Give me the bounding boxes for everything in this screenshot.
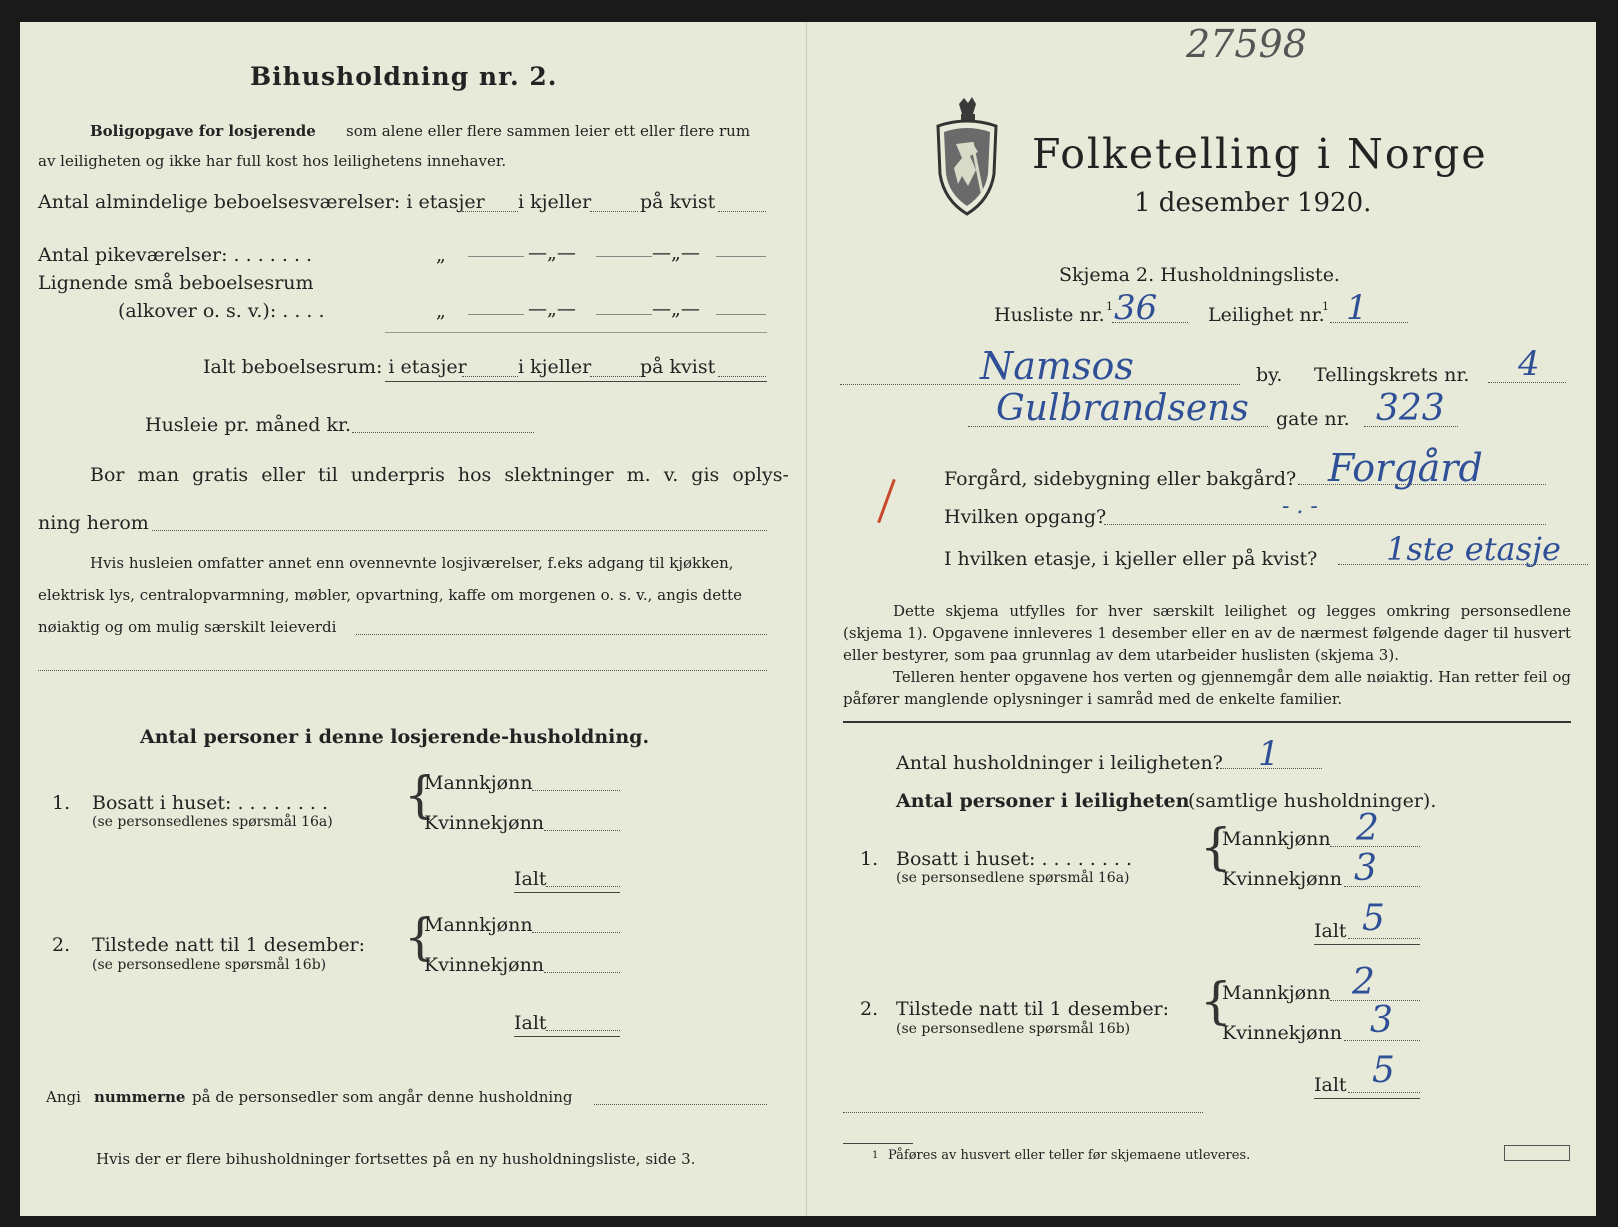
footnote-number: 1 bbox=[872, 1150, 879, 1161]
angi-line[interactable] bbox=[594, 1104, 767, 1105]
leilighet-sup: 1 bbox=[1322, 300, 1329, 313]
husliste-sup: 1 bbox=[1106, 300, 1113, 313]
gate-value[interactable]: Gulbrandsens bbox=[996, 388, 1249, 429]
husholdninger-line bbox=[1220, 768, 1322, 769]
gate-nr-line bbox=[1364, 426, 1458, 427]
husholdninger-label: Antal husholdninger i leiligheten? bbox=[896, 752, 1223, 774]
note-line-3: nøiaktig og om mulig særskilt leieverdi bbox=[38, 618, 337, 636]
lignende-ditto-2: —„— bbox=[528, 298, 576, 320]
printer-stamp bbox=[1504, 1145, 1570, 1161]
rooms-etasjer-line[interactable] bbox=[462, 211, 518, 212]
archive-number: 27598 bbox=[1186, 22, 1307, 66]
angi-post: på de personsedler som angår denne husholdning bbox=[192, 1088, 573, 1106]
left-q1-num: 1. bbox=[52, 792, 71, 814]
left-q1-ialt-label: Ialt bbox=[514, 868, 547, 890]
opgang-label: Hvilken opgang? bbox=[944, 506, 1107, 528]
by-line bbox=[840, 384, 1240, 385]
rooms-kvist-label: på kvist bbox=[640, 191, 716, 213]
pike-ditto-3: —„— bbox=[652, 242, 700, 264]
left-q1-mann-line[interactable] bbox=[532, 790, 620, 791]
right-q1-ialt-label: Ialt bbox=[1314, 920, 1347, 942]
right-q1-ialt-line bbox=[1348, 938, 1420, 939]
lignende-line-2[interactable] bbox=[596, 314, 652, 315]
ialt-kvist-line[interactable] bbox=[718, 376, 766, 377]
husliste-value[interactable]: 36 bbox=[1114, 288, 1158, 328]
pike-label: Antal pikeværelser: . . . . . . . bbox=[38, 244, 313, 266]
by-value[interactable]: Namsos bbox=[980, 344, 1134, 388]
left-q2-brace: { bbox=[404, 908, 436, 966]
right-persons-heading-bold: Antal personer i leiligheten bbox=[896, 790, 1190, 812]
rooms-kjeller-line[interactable] bbox=[590, 211, 638, 212]
leilighet-value[interactable]: 1 bbox=[1346, 288, 1368, 328]
right-q2-ialt-value[interactable]: 5 bbox=[1372, 1050, 1395, 1091]
left-title: Bihusholdning nr. 2. bbox=[250, 62, 558, 91]
gratis-line-1: Bor man gratis eller til underpris hos slektninger m. v. gis oplys- bbox=[90, 464, 789, 486]
left-q1-ialt-line[interactable] bbox=[546, 886, 620, 887]
leieverdi-line[interactable] bbox=[356, 634, 767, 635]
left-q2-kvinne-label: Kvinnekjønn bbox=[424, 954, 545, 976]
etasje-value[interactable]: 1ste etasje bbox=[1386, 530, 1561, 568]
left-q2-label: Tilstede natt til 1 desember: bbox=[92, 934, 366, 956]
right-q2-ialt-label: Ialt bbox=[1314, 1074, 1347, 1096]
ialt-kvist-label: på kvist bbox=[640, 356, 716, 378]
right-q2-kvinne-label: Kvinnekjønn bbox=[1222, 1022, 1343, 1044]
ialt-etasjer-line[interactable] bbox=[462, 376, 518, 377]
angi-bold: nummerne bbox=[94, 1088, 186, 1106]
right-q1-brace: { bbox=[1200, 818, 1232, 876]
ialt-kjeller-line[interactable] bbox=[590, 376, 640, 377]
left-q2-mann-label: Mannkjønn bbox=[424, 914, 533, 936]
etasje-line bbox=[1338, 564, 1588, 565]
right-q1-ialt-value[interactable]: 5 bbox=[1362, 898, 1385, 939]
angi-pre: Angi bbox=[46, 1088, 81, 1106]
lignende-label-2: (alkover o. s. v.): . . . . bbox=[118, 300, 325, 322]
left-q2-num: 2. bbox=[52, 934, 71, 956]
pike-ditto-2: —„— bbox=[528, 242, 576, 264]
rooms-sum-rule bbox=[385, 332, 767, 333]
tellingskrets-label: Tellingskrets nr. bbox=[1314, 364, 1470, 386]
lignende-line-1[interactable] bbox=[468, 314, 524, 315]
instructions-1: Dette skjema utfylles for hver særskilt leilighet og legges omkring personsedlene (skjema 1). Opgavene innleveres 1 desember eller en av de nærmest følgende dager til husvert eller bestyrer, som paa grunnlag av dem utarbeider huslisten (skjema 3). bbox=[843, 602, 1571, 664]
intro-bold: Boligopgave for losjerende bbox=[90, 122, 316, 140]
left-persons-heading: Antal personer i denne losjerende-husholdning. bbox=[140, 726, 650, 748]
left-q1-label: Bosatt i huset: . . . . . . . . bbox=[92, 792, 329, 814]
husleie-line[interactable] bbox=[352, 432, 534, 433]
footnote-text: Påføres av husvert eller teller før skjemaene utleveres. bbox=[888, 1148, 1251, 1163]
rooms-kjeller-label: i kjeller bbox=[518, 191, 592, 213]
leilighet-line bbox=[1330, 322, 1408, 323]
right-q1-kvinne-label: Kvinnekjønn bbox=[1222, 868, 1343, 890]
right-q1-kvinne-line bbox=[1344, 886, 1420, 887]
right-q2-ialt-line bbox=[1348, 1092, 1420, 1093]
left-q1-kvinne-line[interactable] bbox=[544, 830, 620, 831]
left-q2-kvinne-line[interactable] bbox=[544, 972, 620, 973]
left-q2-mann-line[interactable] bbox=[532, 932, 620, 933]
right-q1-kvinne-value[interactable]: 3 bbox=[1354, 848, 1377, 889]
left-q2-ialt-underline bbox=[514, 1036, 620, 1037]
footnote-rule bbox=[843, 1143, 913, 1144]
gratis-line-2: ning herom bbox=[38, 512, 149, 534]
lignende-ditto-1: „ bbox=[436, 300, 446, 322]
right-q2-mann-value[interactable]: 2 bbox=[1352, 962, 1375, 1003]
left-q2-ialt-line[interactable] bbox=[546, 1030, 620, 1031]
right-divider bbox=[843, 721, 1571, 723]
right-q2-num: 2. bbox=[860, 998, 879, 1020]
opgang-line bbox=[1104, 524, 1546, 525]
lignende-ditto-3: —„— bbox=[652, 298, 700, 320]
note-extra-line[interactable] bbox=[38, 670, 767, 671]
right-q2-mann-label: Mannkjønn bbox=[1222, 982, 1331, 1004]
intro-rest: som alene eller flere sammen leier ett eller flere rum bbox=[346, 122, 751, 140]
ialt-underline bbox=[385, 381, 767, 382]
husliste-label: Husliste nr. bbox=[994, 304, 1105, 326]
right-q1-mann-label: Mannkjønn bbox=[1222, 828, 1331, 850]
rooms-kvist-line[interactable] bbox=[718, 211, 766, 212]
note-line-1: Hvis husleien omfatter annet enn ovennevnte losjiværelser, f.eks adgang til kjøkken, bbox=[90, 554, 734, 572]
pike-line-1[interactable] bbox=[468, 256, 524, 257]
husliste-line bbox=[1112, 322, 1188, 323]
gratis-line[interactable] bbox=[152, 530, 767, 531]
lignende-line-3[interactable] bbox=[716, 314, 766, 315]
gate-nr-value[interactable]: 323 bbox=[1376, 388, 1445, 429]
left-q2-ialt-label: Ialt bbox=[514, 1012, 547, 1034]
right-q2-kvinne-line bbox=[1344, 1040, 1420, 1041]
forgaard-line bbox=[1298, 484, 1546, 485]
left-q1-mann-label: Mannkjønn bbox=[424, 772, 533, 794]
forgaard-value[interactable]: Forgård bbox=[1328, 446, 1483, 490]
right-q1-label: Bosatt i huset: . . . . . . . . bbox=[896, 848, 1133, 870]
gate-line bbox=[968, 426, 1268, 427]
left-footer: Hvis der er flere bihusholdninger fortsettes på en ny husholdningsliste, side 3. bbox=[96, 1150, 696, 1168]
right-q2-sub: (se personsedlene spørsmål 16b) bbox=[896, 1021, 1131, 1037]
left-q2-sub: (se personsedlene spørsmål 16b) bbox=[92, 957, 327, 973]
right-persons-heading-rest: (samtlige husholdninger). bbox=[1188, 790, 1437, 812]
pike-ditto-1: „ bbox=[436, 244, 446, 266]
tellingskrets-line bbox=[1488, 382, 1566, 383]
right-q1-ialt-underline bbox=[1314, 944, 1420, 945]
right-q1-num: 1. bbox=[860, 848, 879, 870]
etasje-label: I hvilken etasje, i kjeller eller på kvist? bbox=[944, 548, 1318, 570]
right-q2-kvinne-value[interactable]: 3 bbox=[1370, 1000, 1393, 1041]
right-q1-mann-line bbox=[1330, 846, 1420, 847]
ialt-kjeller-label: i kjeller bbox=[518, 356, 592, 378]
by-label: by. bbox=[1256, 364, 1283, 386]
husleie-label: Husleie pr. måned kr. bbox=[145, 414, 352, 436]
forgaard-label: Forgård, sidebygning eller bakgård? bbox=[944, 468, 1297, 490]
ialt-rooms-label: Ialt beboelsesrum: i etasjer bbox=[203, 356, 467, 378]
page-fold bbox=[806, 22, 807, 1216]
right-date: 1 desember 1920. bbox=[1134, 188, 1372, 218]
right-title: Folketelling i Norge bbox=[1032, 130, 1488, 178]
right-q2-brace: { bbox=[1200, 972, 1232, 1030]
lignende-label-1: Lignende små beboelsesrum bbox=[38, 272, 314, 294]
left-q1-ialt-underline bbox=[514, 892, 620, 893]
pike-line-2[interactable] bbox=[596, 256, 652, 257]
left-q1-sub: (se personsedlenes spørsmål 16a) bbox=[92, 814, 333, 830]
pike-line-3[interactable] bbox=[716, 256, 766, 257]
right-q2-label: Tilstede natt til 1 desember: bbox=[896, 998, 1170, 1020]
right-q1-mann-value[interactable]: 2 bbox=[1356, 808, 1379, 849]
opgang-value[interactable]: - . - bbox=[1282, 494, 1318, 519]
left-q1-kvinne-label: Kvinnekjønn bbox=[424, 812, 545, 834]
note-line-2: elektrisk lys, centralopvarmning, møbler, opvartning, kaffe om morgenen o. s. v., angis dette bbox=[38, 586, 743, 604]
rooms-label: Antal almindelige beboelsesværelser: i etasjer bbox=[38, 191, 485, 213]
right-q1-sub: (se personsedlene spørsmål 16a) bbox=[896, 870, 1130, 886]
left-q1-brace: { bbox=[404, 766, 436, 824]
leilighet-label: Leilighet nr. bbox=[1208, 304, 1325, 326]
tellingskrets-value[interactable]: 4 bbox=[1518, 344, 1540, 384]
instructions-2: Telleren henter opgavene hos verten og gjennemgår dem alle nøiaktig. Han retter feil og påfører manglende oplysninger i samråd med de enkelte familier. bbox=[843, 668, 1571, 708]
coat-of-arms-icon bbox=[932, 96, 1002, 218]
right-q2-ialt-underline bbox=[1314, 1098, 1420, 1099]
skjema-label: Skjema 2. Husholdningsliste. bbox=[1059, 264, 1340, 286]
right-bottom-line bbox=[843, 1112, 1203, 1113]
husholdninger-value[interactable]: 1 bbox=[1258, 734, 1280, 774]
gate-label: gate nr. bbox=[1276, 408, 1350, 430]
intro-line2: av leiligheten og ikke har full kost hos leilighetens innehaver. bbox=[38, 152, 507, 170]
